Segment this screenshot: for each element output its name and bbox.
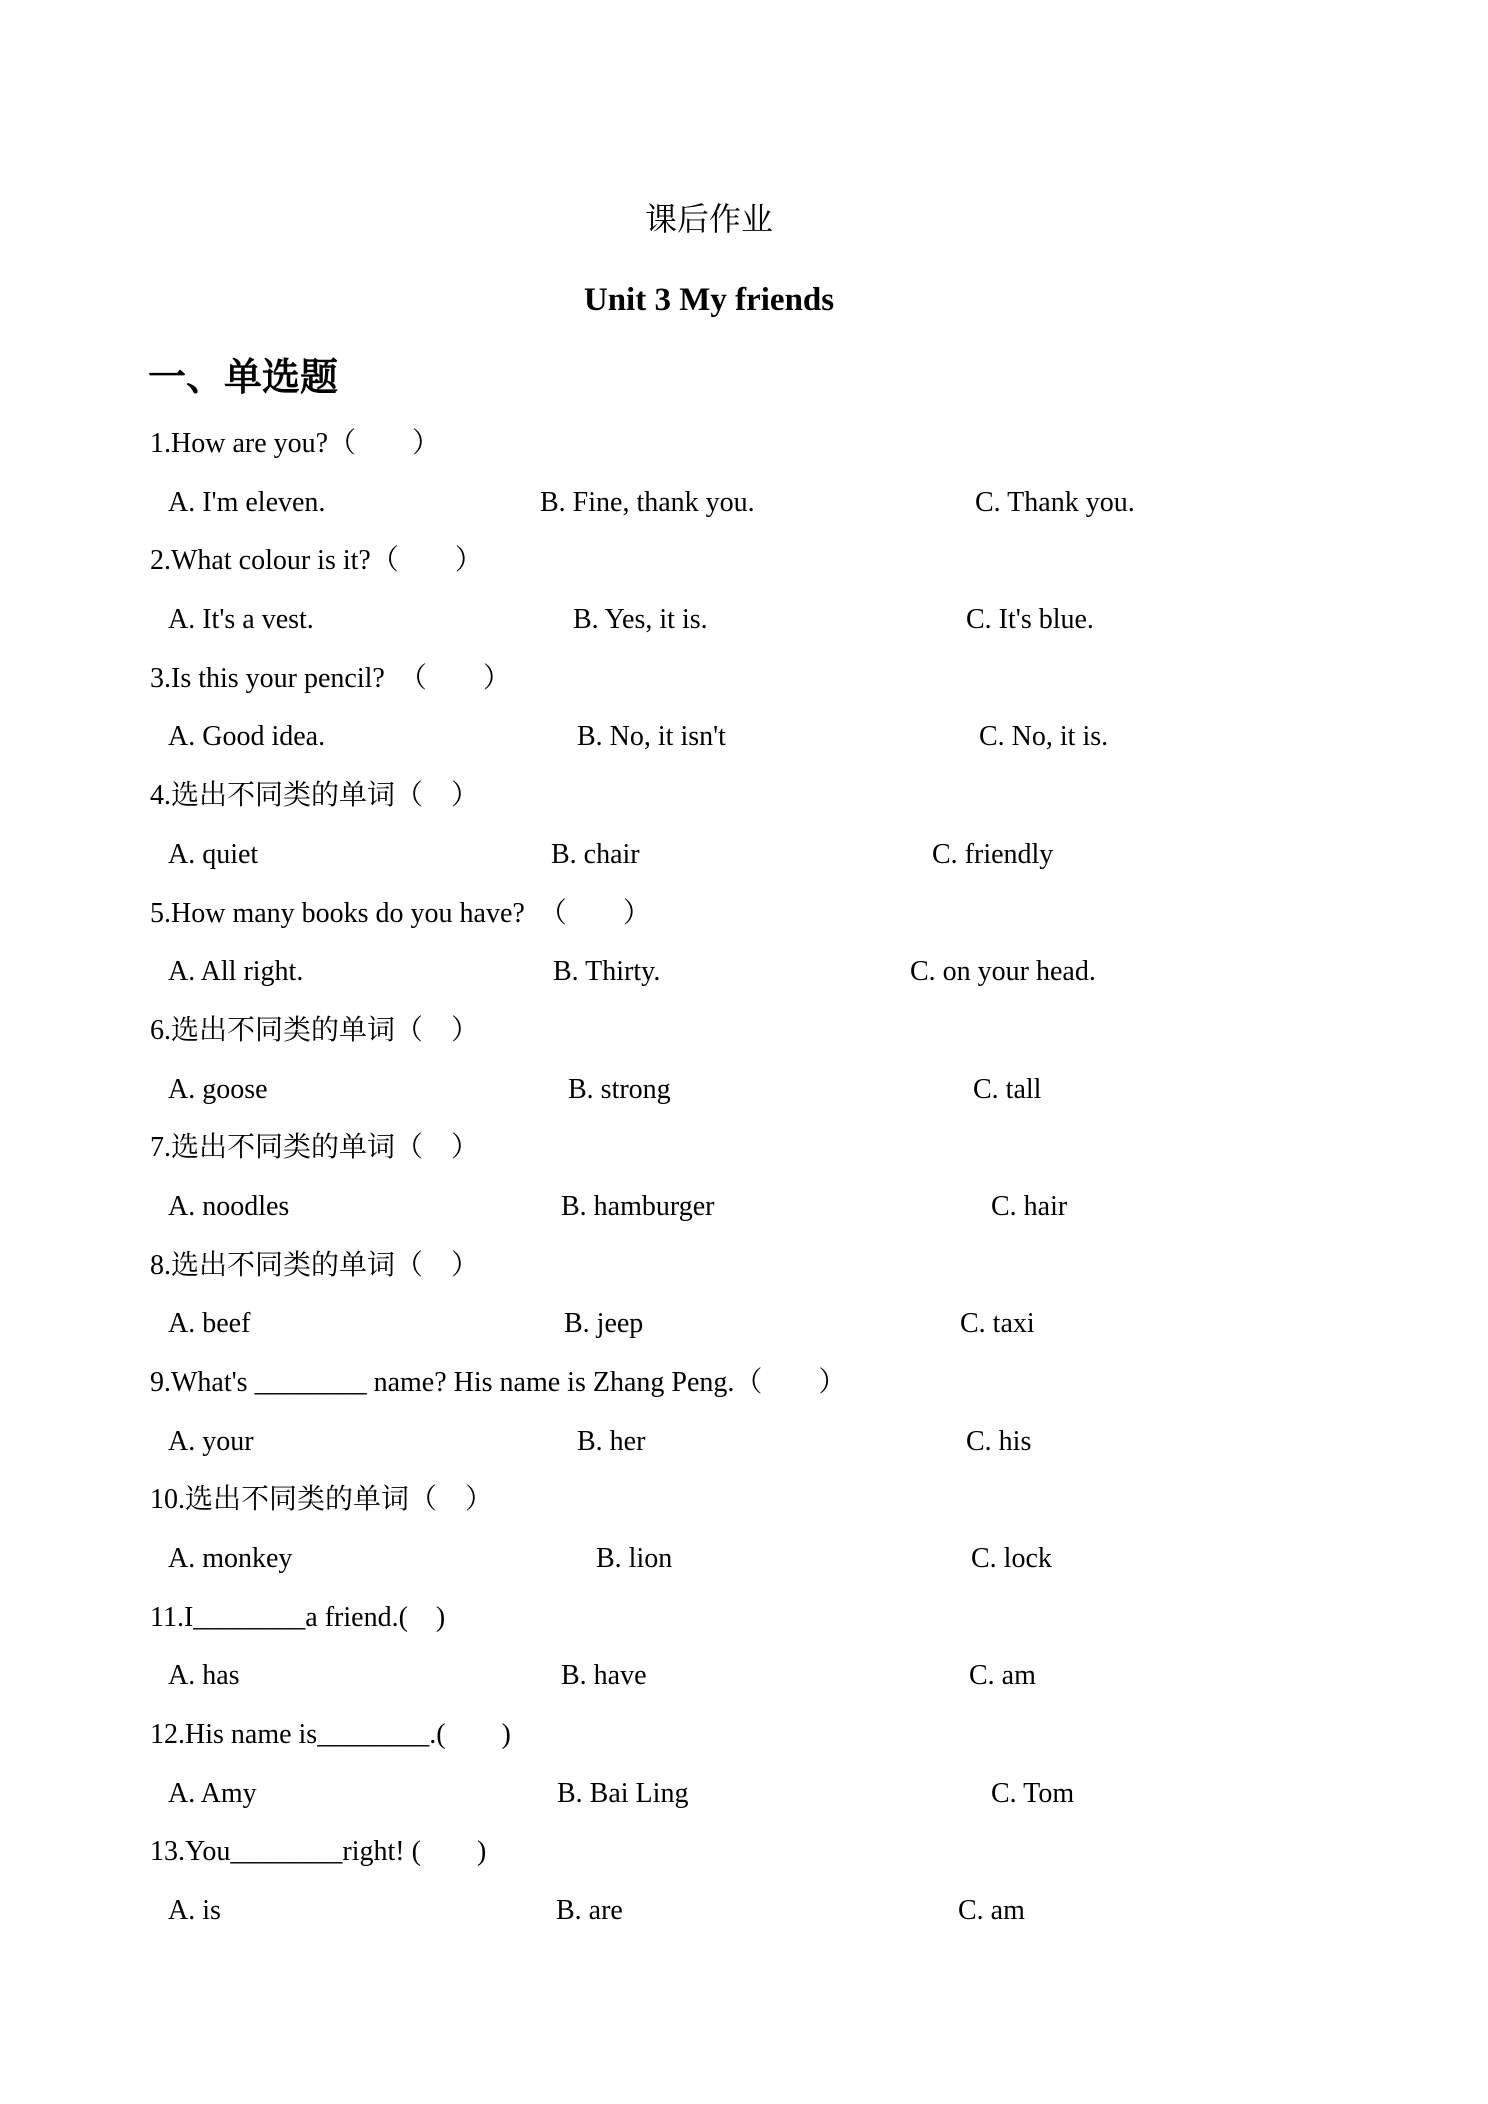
option-10a[interactable]: A. monkey: [168, 1543, 293, 1574]
option-10c[interactable]: C. lock: [971, 1543, 1052, 1574]
option-3a[interactable]: A. Good idea.: [168, 721, 326, 752]
option-7b[interactable]: B. hamburger: [561, 1191, 715, 1222]
question-1: 1.How are you?（ ）: [150, 428, 441, 459]
section-heading: 一、单选题: [148, 355, 339, 399]
question-6: 6.选出不同类的单词（ ）: [150, 1015, 480, 1046]
option-7c[interactable]: C. hair: [991, 1191, 1068, 1222]
option-5a[interactable]: A. All right.: [168, 956, 304, 987]
question-8: 8.选出不同类的单词（ ）: [150, 1250, 480, 1281]
question-5: 5.How many books do you have? （ ）: [150, 898, 651, 929]
question-11: 11.I________a friend.( ): [150, 1602, 446, 1633]
option-1a[interactable]: A. I'm eleven.: [168, 487, 326, 518]
question-4: 4.选出不同类的单词（ ）: [150, 780, 480, 811]
option-9b[interactable]: B. her: [577, 1426, 646, 1457]
option-13a[interactable]: A. is: [168, 1895, 221, 1926]
option-8a[interactable]: A. beef: [168, 1308, 251, 1339]
option-12b[interactable]: B. Bai Ling: [557, 1778, 689, 1809]
option-6c[interactable]: C. tall: [973, 1074, 1042, 1105]
option-3c[interactable]: C. No, it is.: [979, 721, 1109, 752]
option-9c[interactable]: C. his: [966, 1426, 1032, 1457]
option-1c[interactable]: C. Thank you.: [975, 487, 1135, 518]
option-6a[interactable]: A. goose: [168, 1074, 268, 1105]
unit-title: Unit 3 My friends: [583, 282, 835, 318]
question-7: 7.选出不同类的单词（ ）: [150, 1132, 480, 1163]
option-2b[interactable]: B. Yes, it is.: [573, 604, 708, 635]
question-13: 13.You________right! ( ): [150, 1836, 487, 1867]
option-2a[interactable]: A. It's a vest.: [168, 604, 314, 635]
option-10b[interactable]: B. lion: [596, 1543, 673, 1574]
question-9: 9.What's ________ name? His name is Zhang Peng.（ ）: [150, 1367, 847, 1398]
option-6b[interactable]: B. strong: [568, 1074, 671, 1105]
option-8c[interactable]: C. taxi: [960, 1308, 1035, 1339]
question-3: 3.Is this your pencil? （ ）: [150, 663, 511, 694]
question-12: 12.His name is________.( ): [150, 1719, 511, 1750]
option-2c[interactable]: C. It's blue.: [966, 604, 1094, 635]
question-2: 2.What colour is it?（ ）: [150, 545, 483, 576]
question-10: 10.选出不同类的单词（ ）: [150, 1484, 494, 1515]
option-11b[interactable]: B. have: [561, 1660, 647, 1691]
option-13c[interactable]: C. am: [958, 1895, 1025, 1926]
option-5c[interactable]: C. on your head.: [910, 956, 1096, 987]
option-1b[interactable]: B. Fine, thank you.: [540, 487, 755, 518]
option-4c[interactable]: C. friendly: [932, 839, 1054, 870]
option-13b[interactable]: B. are: [556, 1895, 623, 1926]
option-7a[interactable]: A. noodles: [168, 1191, 290, 1222]
option-12a[interactable]: A. Amy: [168, 1778, 257, 1809]
option-9a[interactable]: A. your: [168, 1426, 254, 1457]
option-8b[interactable]: B. jeep: [564, 1308, 644, 1339]
page-title: 课后作业: [644, 200, 773, 238]
option-12c[interactable]: C. Tom: [991, 1778, 1075, 1809]
option-11c[interactable]: C. am: [969, 1660, 1036, 1691]
option-4a[interactable]: A. quiet: [168, 839, 259, 870]
option-11a[interactable]: A. has: [168, 1660, 240, 1691]
option-4b[interactable]: B. chair: [551, 839, 640, 870]
option-3b[interactable]: B. No, it isn't: [577, 721, 726, 752]
option-5b[interactable]: B. Thirty.: [553, 956, 661, 987]
